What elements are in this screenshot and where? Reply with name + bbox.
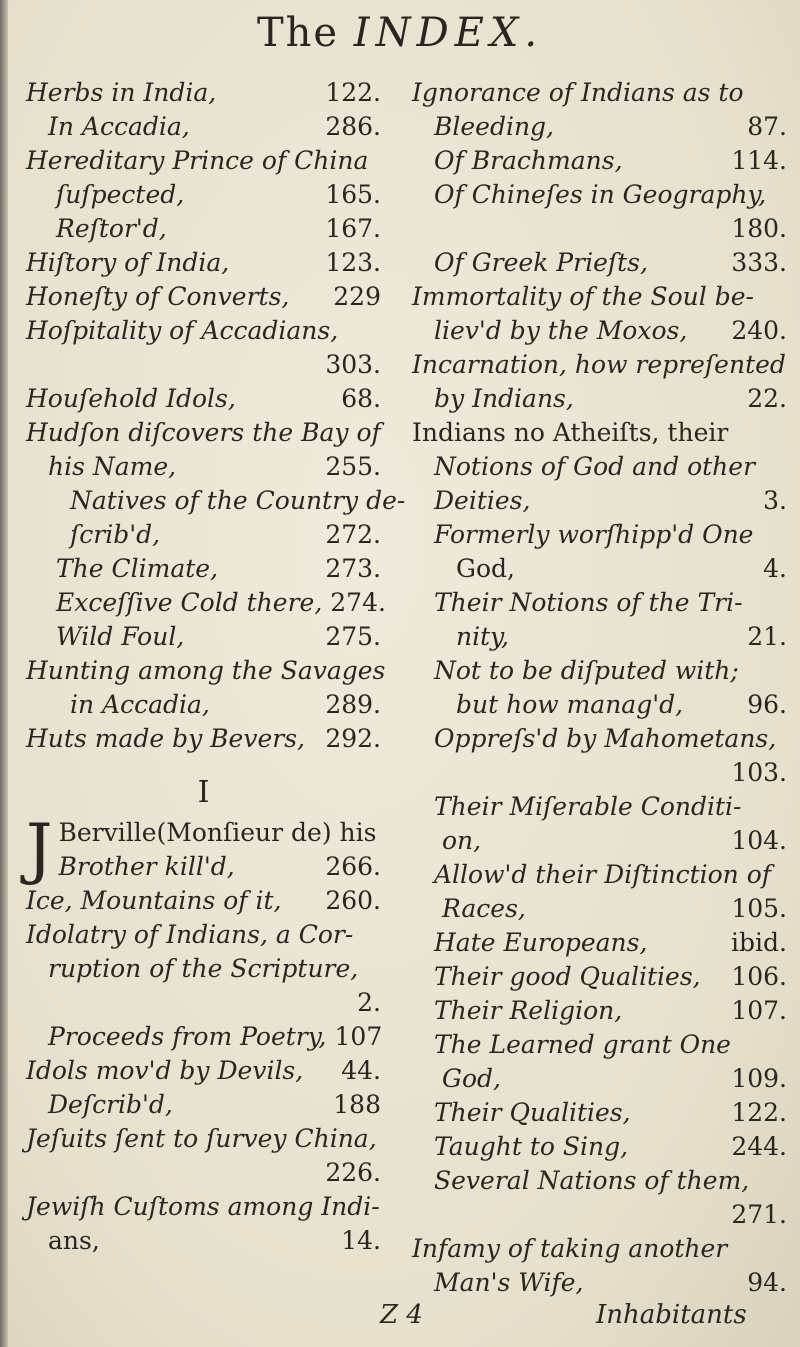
page-number: 105. — [731, 894, 787, 923]
page-edge — [0, 0, 8, 1347]
entry-text: Herbs in India, — [26, 78, 217, 107]
running-head-index: INDEX. — [353, 10, 544, 56]
footer-line — [0, 1300, 800, 1340]
page-number: 122. — [731, 1098, 787, 1127]
entry-text: Immortality of the Soul be- — [412, 282, 754, 311]
page-number: 94. — [747, 1268, 787, 1297]
page-number: 44. — [341, 1056, 381, 1085]
entry-text: Allow'd their Diſtinction of — [434, 860, 772, 889]
index-entry — [26, 1190, 381, 1258]
entry-text: ruption of the Scripture, — [48, 954, 359, 983]
page-number: ibid. — [731, 928, 787, 957]
entry-text: ans, — [48, 1226, 100, 1255]
index-entry — [412, 416, 787, 1232]
page-number: 68. — [341, 384, 381, 413]
entry-text: Their Religion, — [434, 996, 623, 1025]
page-number: 4. — [763, 554, 787, 583]
entry-text: Houſehold Idols, — [26, 384, 236, 413]
index-entry — [26, 1122, 381, 1190]
entry-text: Berville(Monſieur de) his — [58, 818, 377, 847]
entry-text: Wild Foul, — [56, 622, 185, 651]
entry-text: in Accadia, — [70, 690, 210, 719]
entry-text: ſuſpected, — [56, 180, 185, 209]
page-number: 272. — [325, 520, 381, 549]
entry-text: Incarnation, how repreſented — [412, 350, 786, 379]
entry-text: God, — [442, 1064, 501, 1093]
entry-text: Bleeding, — [434, 112, 555, 141]
page-number: 3. — [763, 486, 787, 515]
index-entry — [26, 1054, 381, 1122]
entry-text: Reſtor'd, — [56, 214, 167, 243]
entry-text: on, — [442, 826, 482, 855]
page-number: 226. — [325, 1158, 381, 1187]
index-entry — [26, 382, 381, 416]
entry-text: Of Greek Prieſts, — [434, 248, 648, 277]
entry-text: Infamy of taking another — [412, 1234, 728, 1263]
entry-text: Formerly worſhipp'd One — [434, 520, 754, 549]
page-number: 275. — [325, 622, 381, 651]
index-entry — [412, 348, 787, 416]
entry-text: Idolatry of Indians, a Cor- — [26, 920, 354, 949]
index-entry — [26, 76, 381, 144]
entry-text: Their Miſerable Conditi- — [434, 792, 742, 821]
page-number: 109. — [731, 1064, 787, 1093]
section-letter: I — [197, 775, 210, 810]
entry-text: Honeſty of Converts, — [26, 282, 290, 311]
page-number: 107 — [334, 1022, 383, 1051]
entry-text: Deſcrib'd, — [48, 1090, 173, 1119]
entry-text: ſcrib'd, — [70, 520, 161, 549]
page-number: 22. — [747, 384, 787, 413]
page-number: 106. — [731, 962, 787, 991]
signature-mark: Z 4 — [380, 1300, 423, 1330]
entry-text: Jeſuits ſent to ſurvey China, — [26, 1124, 377, 1153]
entry-text: Natives of the Country de- — [70, 486, 406, 515]
left-column — [26, 76, 406, 1258]
entry-text: The Climate, — [56, 554, 219, 583]
page-number: 286. — [325, 112, 381, 141]
entry-text: Hiſtory of India, — [26, 248, 230, 277]
page-number: 21. — [747, 622, 787, 651]
entry-text: Exceſſive Cold there, — [56, 588, 323, 617]
entry-text: Proceeds from Poetry, — [48, 1022, 327, 1051]
entry-text: Hoſpitality of Accadians, — [26, 316, 339, 345]
page-number: 292. — [325, 724, 381, 753]
page-number: 123. — [325, 248, 381, 277]
page-number: 114. — [731, 146, 787, 175]
entry-text: Oppreſs'd by Mahometans, — [434, 724, 777, 753]
page-number: 167. — [325, 214, 381, 243]
page-number: 289. — [325, 690, 381, 719]
page-number: 165. — [325, 180, 381, 209]
entry-text: Huts made by Bevers, — [26, 724, 305, 753]
entry-text: but how manag'd, — [456, 690, 684, 719]
entry-text: Man's Wife, — [434, 1268, 584, 1297]
page-number: 96. — [747, 690, 787, 719]
index-entry — [26, 314, 381, 382]
page-number: 188 — [333, 1090, 381, 1119]
index-entry — [26, 810, 381, 887]
entry-text: Of Chineſes in Geography, — [434, 180, 767, 209]
entry-text: Deities, — [434, 486, 531, 515]
entry-text: Taught to Sing, — [434, 1132, 629, 1161]
entry-text: God, — [456, 554, 515, 583]
entry-text: Hudſon diſcovers the Bay of — [26, 418, 381, 447]
entry-text: Their Qualities, — [434, 1098, 631, 1127]
entry-text: by Indians, — [434, 384, 574, 413]
index-entry — [26, 144, 381, 246]
page-number: 255. — [325, 452, 381, 481]
entry-text: his Name, — [48, 452, 177, 481]
entry-text: Their good Qualities, — [434, 962, 701, 991]
entry-text: Indians no Atheiſts, their — [412, 418, 729, 447]
index-entry — [26, 884, 381, 918]
entry-text: Brother kill'd, — [58, 852, 235, 881]
running-head — [0, 10, 800, 56]
entry-text: Not to be diſputed with; — [434, 656, 739, 685]
page-number: 333. — [731, 248, 787, 277]
catchword: Inhabitants — [596, 1300, 747, 1330]
page-number: 260. — [325, 886, 381, 915]
entry-text: Hunting among the Savages — [26, 656, 386, 685]
entry-text: Hereditary Prince of China — [26, 146, 369, 175]
index-entry — [412, 280, 787, 348]
index-entry — [26, 918, 381, 1054]
entry-text: liev'd by the Moxos, — [434, 316, 688, 345]
entry-text: The Learned grant One — [434, 1030, 731, 1059]
index-entry — [26, 416, 406, 654]
page-number: 273. — [325, 554, 381, 583]
index-entry — [26, 246, 381, 280]
page-number: 14. — [341, 1226, 381, 1255]
page-number: 303. — [325, 350, 381, 379]
index-entry — [412, 76, 787, 280]
page-number: 103. — [731, 758, 787, 787]
page-number: 240. — [731, 316, 787, 345]
entry-text: Ignorance of Indians as to — [412, 78, 744, 107]
page-number: 122. — [325, 78, 381, 107]
page-number: 180. — [731, 214, 787, 243]
page-number: 274. — [330, 588, 386, 617]
entry-text: Jewiſh Cuſtoms among Indi- — [26, 1192, 380, 1221]
drop-cap: J — [26, 810, 53, 887]
entry-text: Races, — [442, 894, 526, 923]
page-number: 229 — [333, 282, 381, 311]
page-number: 107. — [731, 996, 787, 1025]
index-entry — [26, 280, 381, 314]
entry-text: Their Notions of the Tri- — [434, 588, 743, 617]
entry-text: Hate Europeans, — [434, 928, 648, 957]
entry-text: nity, — [456, 622, 509, 651]
entry-text: Ice, Mountains of it, — [26, 886, 282, 915]
page-number: 87. — [747, 112, 787, 141]
entry-text: Idols mov'd by Devils, — [26, 1056, 304, 1085]
entry-text: Several Nations of them, — [434, 1166, 750, 1195]
running-head-the: The — [256, 10, 340, 56]
entry-text: In Accadia, — [48, 112, 190, 141]
page-number: 271. — [731, 1200, 787, 1229]
entry-text: Notions of God and other — [434, 452, 756, 481]
index-entry — [412, 1232, 787, 1300]
entry-text: Of Brachmans, — [434, 146, 623, 175]
page-number: 2. — [357, 988, 381, 1017]
page-number: 104. — [731, 826, 787, 855]
page-number: 266. — [325, 852, 381, 881]
right-column — [412, 76, 787, 1300]
index-entry — [26, 654, 386, 756]
page-number: 244. — [731, 1132, 787, 1161]
